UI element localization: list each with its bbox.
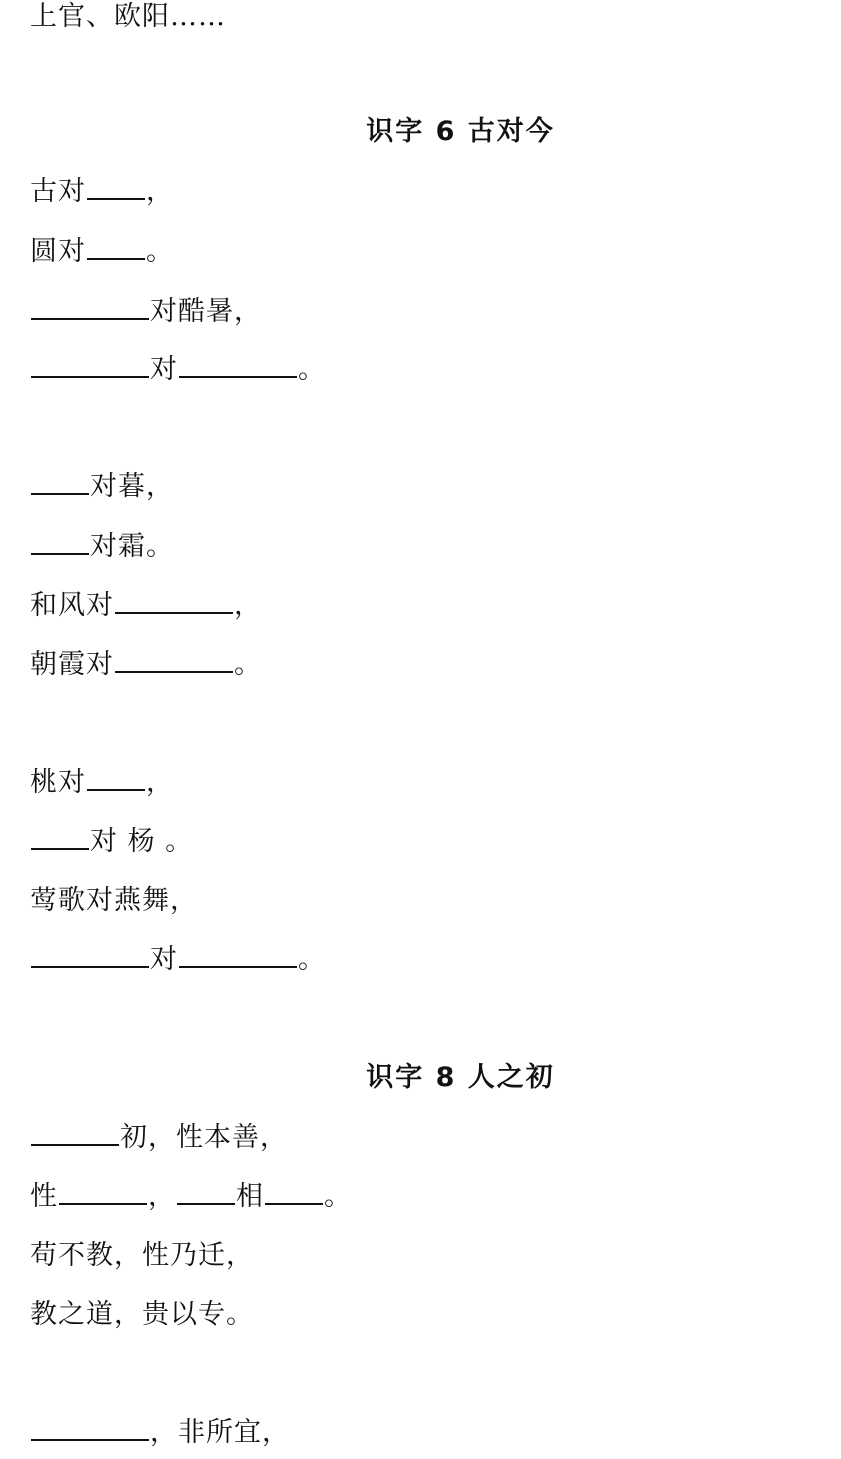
line-text: 对 杨 。 (90, 826, 194, 857)
fill-blank[interactable] (31, 354, 149, 378)
poem-line (30, 589, 262, 623)
line-text: 莺歌对燕舞， (30, 885, 198, 916)
line-punct: ， (234, 590, 262, 621)
fill-blank[interactable] (87, 767, 145, 791)
line-text: 古对 (30, 176, 86, 207)
fill-blank[interactable] (87, 176, 145, 200)
fill-blank[interactable] (87, 236, 145, 260)
fill-blank[interactable] (177, 1181, 235, 1205)
fill-blank[interactable] (115, 590, 233, 614)
fill-blank[interactable] (115, 649, 233, 673)
fill-blank[interactable] (31, 296, 149, 320)
fill-blank[interactable] (31, 1122, 119, 1146)
fill-blank[interactable] (31, 531, 89, 555)
poem-line (30, 295, 262, 329)
line-punct: 。 (324, 1181, 352, 1212)
line-punct: ， (146, 767, 174, 798)
fill-blank[interactable] (179, 944, 297, 968)
poem-line (30, 1239, 254, 1273)
line-text: 对霜。 (90, 531, 174, 562)
poem-line (30, 235, 174, 269)
line-punct: 。 (234, 649, 262, 680)
poem-line (30, 648, 262, 682)
poem-line (30, 175, 174, 209)
poem-line (30, 884, 198, 918)
line-text: 教之道，贵以专。 (30, 1299, 254, 1330)
poem-line (30, 943, 326, 977)
poem-line (30, 1298, 254, 1332)
poem-line (30, 1121, 288, 1155)
line-punct: ， (146, 176, 174, 207)
line-text: 性 (30, 1181, 58, 1212)
fill-blank[interactable] (31, 944, 149, 968)
line-punct: ， (148, 1181, 176, 1212)
poem-line (30, 825, 193, 859)
fill-blank[interactable] (31, 1417, 149, 1441)
poem-line (30, 1180, 352, 1214)
line-text: 对 (150, 354, 178, 385)
line-text: 圆对 (30, 236, 86, 267)
section-title-8: 识字 8 人之初 (366, 1062, 555, 1093)
line-text: 苟不教，性乃迁， (30, 1240, 254, 1271)
fill-blank[interactable] (59, 1181, 147, 1205)
intro-tail-text: 上官、欧阳…… (30, 1, 226, 32)
poem-line (30, 1416, 290, 1450)
poem-line (30, 766, 174, 800)
line-text: 朝霞对 (30, 649, 114, 680)
fill-blank[interactable] (179, 354, 297, 378)
fill-blank[interactable] (265, 1181, 323, 1205)
line-text: 对 (150, 944, 178, 975)
line-text: 和风对 (30, 590, 114, 621)
poem-line (30, 353, 326, 387)
line-punct: 。 (298, 944, 326, 975)
line-text: 对酷暑， (150, 296, 262, 327)
line-text: 初，性本善， (120, 1122, 288, 1153)
line-punct: 。 (298, 354, 326, 385)
line-text: 相 (236, 1181, 264, 1212)
poem-line (30, 470, 174, 504)
intro-text (30, 0, 226, 34)
line-punct: 。 (146, 236, 174, 267)
section-title-6: 识字 6 古对今 (366, 116, 555, 147)
fill-blank[interactable] (31, 826, 89, 850)
line-text: 对暮， (90, 471, 174, 502)
line-text: ，非所宜， (150, 1417, 290, 1448)
line-text: 桃对 (30, 767, 86, 798)
fill-blank[interactable] (31, 471, 89, 495)
poem-line (30, 530, 174, 564)
